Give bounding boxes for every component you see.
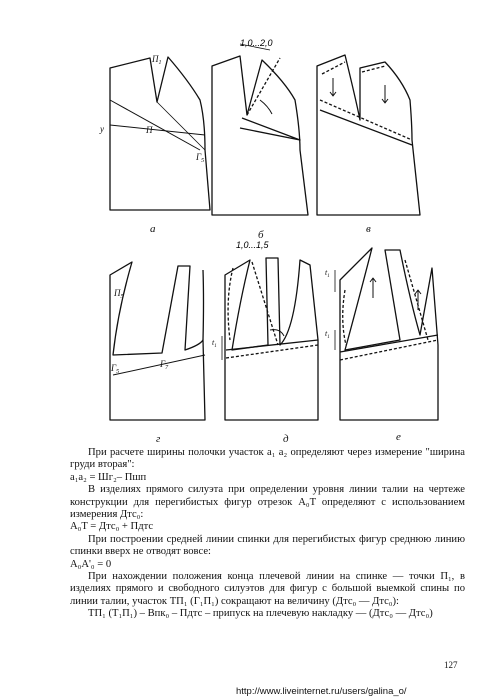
label-g7: $Г_7$ [160,359,169,371]
panel-c-drawing [317,55,420,215]
paragraph-4: При нахождении положения конца плечевой линии на спинке — точки П₁, в изделиях прямого и свободного силуэтов для фигур с большой выемкой спины по линии талии, участок ТП₁ (Г₁П₁) сокращают на величину (Дтс₀ — Дтс₀): [70,571,465,607]
panel-label-g: г [156,433,161,445]
panel-a-drawing [110,57,210,210]
label-g5b: $Г_5$ [111,363,120,375]
panel-b-drawing [212,44,308,215]
label-p1: $П_1$ [152,54,162,66]
panel-d-drawing [222,258,318,420]
panel-e-drawing [335,248,438,420]
label-t1-e-bottom: $t_1$ [325,329,330,340]
paragraph-2: В изделиях прямого силуэта при определении уровня линии талии на чертеже конструкции для перегибистых фигур отрезок A₀T определяют с использованием измерения Дтс₀: [70,484,465,521]
panel-label-e: е [396,431,401,443]
dimension-b: 1,0...2,0 [240,38,273,48]
label-y: y [100,124,104,134]
footer-url[interactable]: http://www.liveinternet.ru/users/galina_o/ [236,686,407,697]
body-text [70,447,465,621]
label-p5: $П_5$ [114,288,124,300]
label-t1-d: $t_1$ [212,338,217,349]
label-g5: $Г_5$ [196,152,205,164]
formula-4: ТП₁ (Т₁П₁) – Впк₀ – Пдтс – припуск на плечевую накладку — (Дтс₀ — Дтс₀) [88,608,433,620]
page-number: 127 [444,660,458,670]
panel-label-b: б [258,229,264,241]
formula-3: A₀A'₀ = 0 [70,558,112,570]
panel-g-drawing [110,262,205,420]
panel-label-v: в [366,223,371,235]
formula-1: a₁a₂ = Шг₂– Пшп [70,471,147,483]
dimension-d: 1,0...1,5 [236,240,269,250]
paragraph-1: При расчете ширины полочки участок a₁ a₂ определяют через измерение "ширина груди вторая": [70,447,465,471]
paragraph-3: При построении средней линии спинки для перегибистых фигур среднюю линию спинки вверх не отводят вовсе: [70,533,465,558]
panel-label-a: а [150,223,156,235]
label-p: П [146,125,153,135]
formula-2: A₀T = Дтс₀ + Пдтс [70,521,154,533]
label-t1-e-top: $t_1$ [325,268,330,279]
panel-label-d: д [283,433,289,445]
